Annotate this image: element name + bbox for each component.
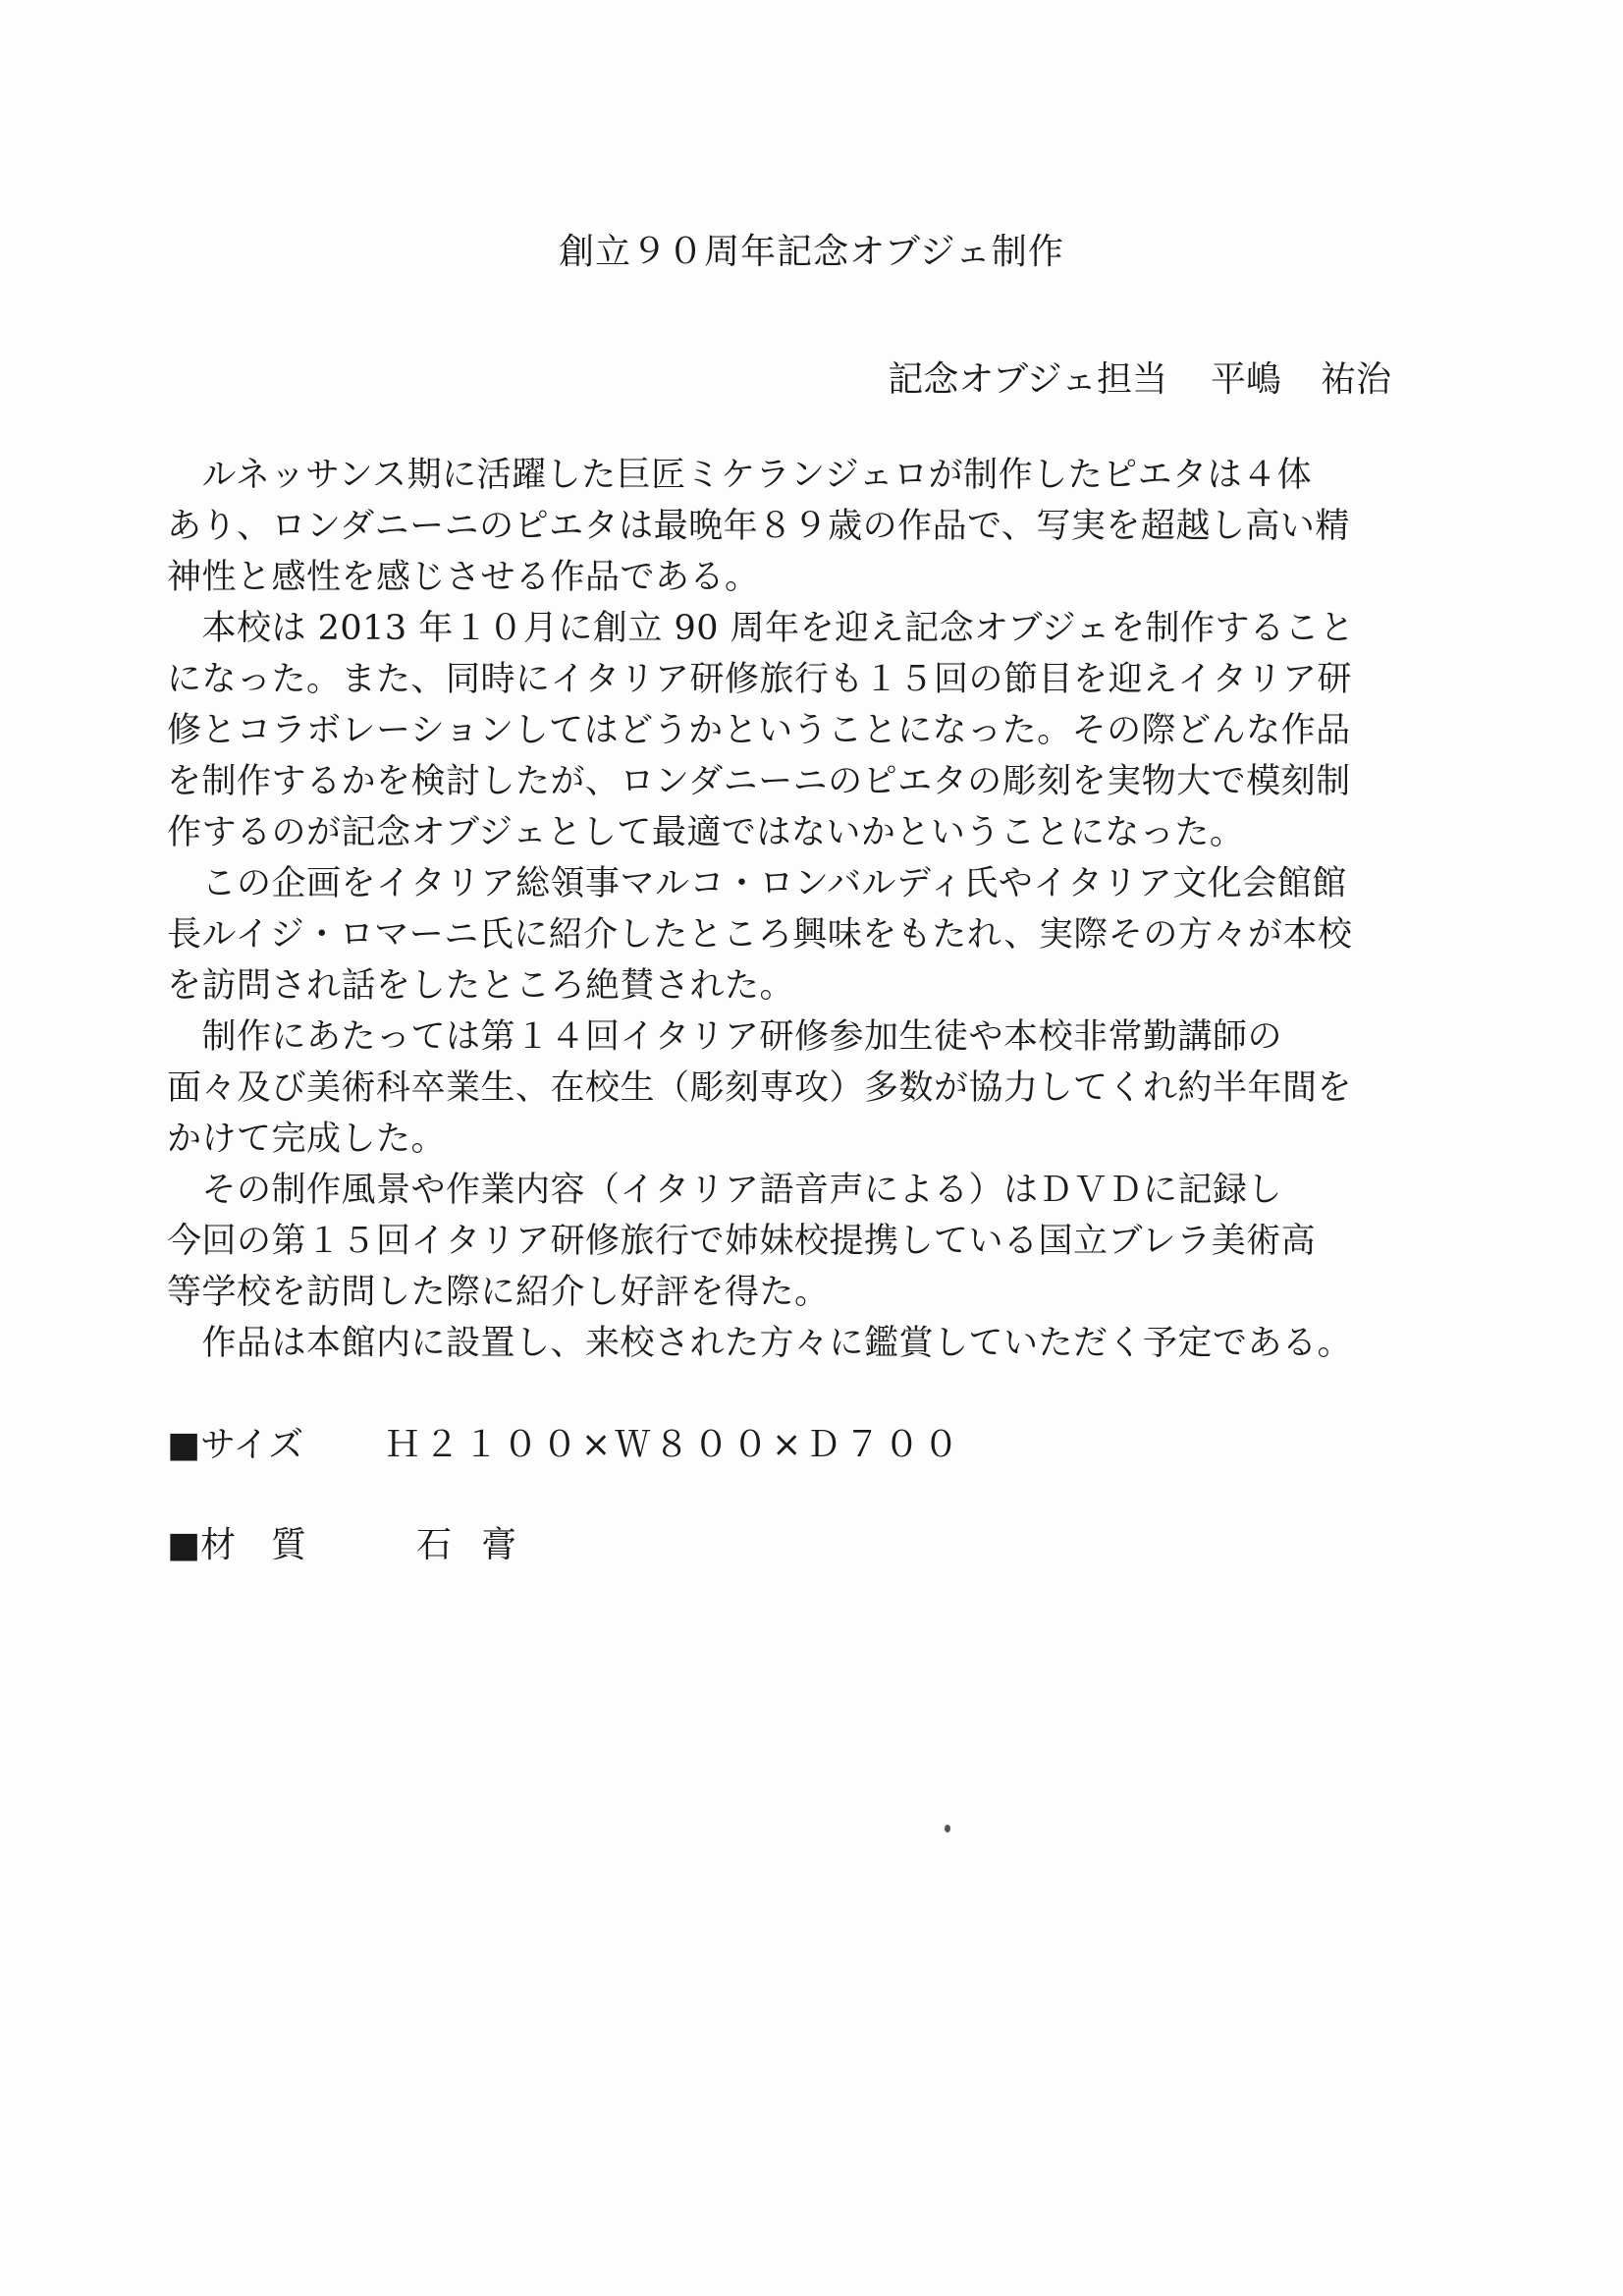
body-text	[167, 450, 1404, 1369]
body-line: 本校は 2013 年１０月に創立 90 周年を迎え記念オブジェを制作すること	[167, 609, 1355, 648]
author-given-name: 祐治	[1320, 359, 1391, 400]
body-line: 作するのが記念オブジェとして最適ではないかということになった。	[167, 813, 1245, 852]
body-line: その制作風景や作業内容（イタリア語音声による）はＤＶＤに記録し	[167, 1171, 1283, 1210]
body-line: 等学校を訪問した際に紹介し好評を得た。	[167, 1273, 830, 1312]
author-line	[888, 352, 1391, 402]
body-line: 作品は本館内に設置し、来校された方々に鑑賞していただく予定である。	[167, 1324, 1353, 1363]
body-line: あり、ロンダニーニのピエタは最晩年８９歳の作品で、写実を超越し高い精	[167, 507, 1350, 546]
body-line: 修とコラボレーションしてはどうかということになった。その際どんな作品	[167, 711, 1351, 750]
spec-size-value: Ｈ２１００×Ｗ８００×Ｄ７００	[385, 1425, 963, 1465]
body-line: を制作するかを検討したが、ロンダニーニのピエタの彫刻を実物大で模刻制	[167, 762, 1351, 801]
specs-section	[167, 1420, 1404, 1571]
spec-material-row	[167, 1520, 1404, 1571]
spec-size-label: ■サイズ	[167, 1425, 304, 1465]
body-line: この企画をイタリア総領事マルコ・ロンバルディ氏やイタリア文化会館館	[167, 864, 1347, 903]
scan-speck	[945, 1825, 950, 1832]
body-line: になった。また、同時にイタリア研修旅行も１５回の節目を迎えイタリア研	[167, 660, 1353, 699]
body-line: 長ルイジ・ロマーニ氏に紹介したところ興味をもたれ、実際その方々が本校	[167, 915, 1353, 955]
spec-material-label: ■材 質	[167, 1525, 307, 1565]
body-line: 今回の第１５回イタリア研修旅行で姉妹校提携している国立ブレラ美術高	[167, 1222, 1317, 1261]
spec-size-row	[167, 1420, 1404, 1471]
body-line: かけて完成した。	[167, 1120, 447, 1159]
body-line: 神性と感性を感じさせる作品である。	[167, 558, 760, 597]
spec-material-value: 石膏	[416, 1525, 547, 1565]
body-line: 制作にあたっては第１４回イタリア研修参加生徒や本校非常勤講師の	[167, 1017, 1283, 1057]
body-line: ルネッサンス期に活躍した巨匠ミケランジェロが制作したピエタは４体	[167, 456, 1313, 495]
author-role: 記念オブジェ担当	[888, 359, 1167, 400]
document-title: 創立９０周年記念オブジェ制作	[559, 232, 1064, 272]
author-family-name: 平嶋	[1210, 359, 1281, 400]
body-line: を訪問され話をしたところ絶賛された。	[167, 966, 795, 1006]
body-line: 面々及び美術科卒業生、在校生（彫刻専攻）多数が協力してくれ約半年間を	[167, 1068, 1353, 1108]
